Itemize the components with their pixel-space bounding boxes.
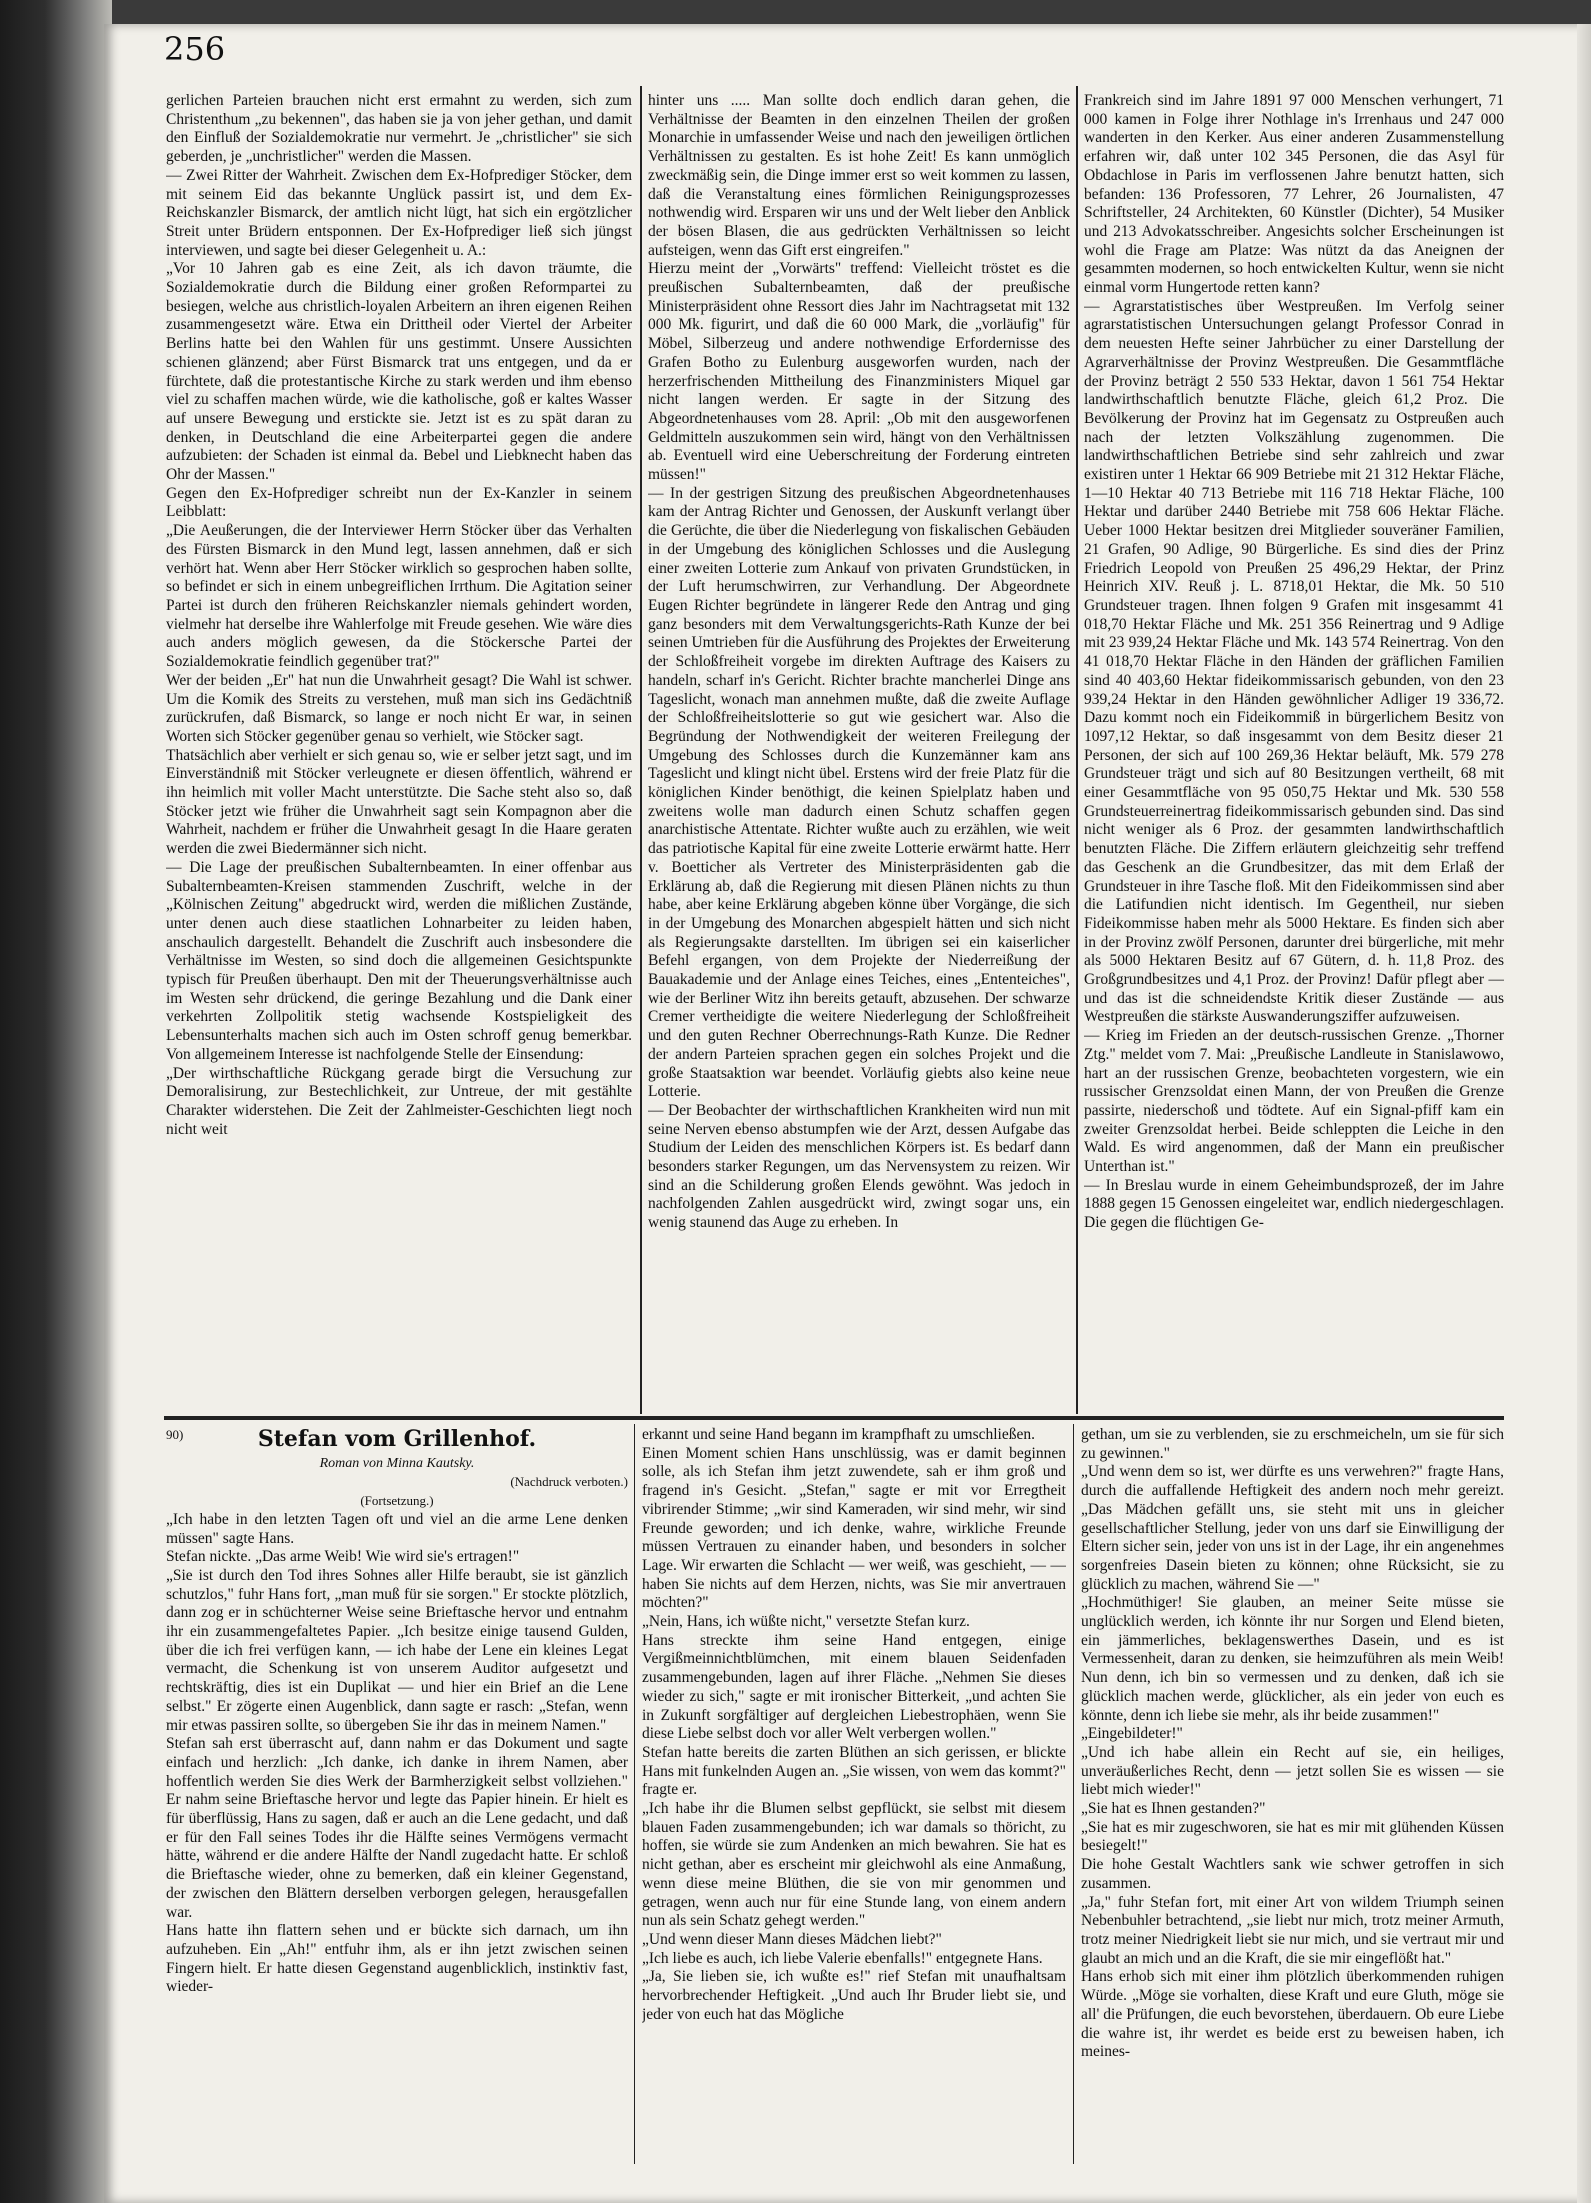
paragraph: Frankreich sind im Jahre 1891 97 000 Menschen verhungert, 71 000 kamen in Folge ihrer Nothlage in's Irrenhaus und 247 000 wanderten in den Kerker. Aus einer anderen Zusammenstellung erfahren wir, daß unter 102 345 Personen, die das Asyl für Obdachlose in Paris im verflossenen Jahre benutzt hatten, sich befanden: 136 Professoren, 77 Lehrer, 26 Journalisten, 47 Schriftsteller, 24 Architekten, 60 Künstler (Dichter), 54 Musiker und 213 Advokatsschreiber. Angesichts solcher Erscheinungen ist wohl die Frage am Platze: Was nützt da das Aneignen der gesammten modernen, so hoch entwickelten Kultur, wenn sie nicht einmal vorm Hungertode retten kann?: [1084, 92, 1504, 297]
paragraph: — Der Beobachter der wirthschaftlichen Krankheiten wird nun mit seine Nerven ebenso abstumpfen wie der Arzt, dessen Aufgabe das Studium der Leiden des menschlichen Körpers ist. Es bedarf dann besonders starker Regungen, um das Nervensystem zu reizen. Wir sind an die Schilderung großen Elends gewöhnt. Was jedoch in nachfolgenden Zahlen ausgedrückt wird, zwingt sogar uns, ein wenig staunend das Auge zu erheben. In: [648, 1101, 1070, 1232]
paragraph: Die hohe Gestalt Wachtlers sank wie schwer getroffen in sich zusammen.: [1081, 1856, 1504, 1892]
paragraph: Hans streckte ihm seine Hand entgegen, einige Vergißmeinnichtblümchen, mit einem blauen Seidenfaden zusammengebunden, lagen auf ihrer Fläche. „Nehmen Sie dieses wieder zu sich," sagte er mit ironischer Bitterkeit, „und achten Sie in Zukunft sorgfältiger auf dergleichen Liebestrophäen, wenn Sie diese Liebe selbst doch vor aller Welt verbergen wollen.": [642, 1631, 1066, 1743]
paragraph: erkannt und seine Hand begann im krampfhaft zu umschließen.: [642, 1426, 1035, 1443]
news-column-1: [166, 92, 632, 1410]
paragraph: „Hochmüthiger! Sie glauben, an meiner Seite müsse sie unglücklich werden, ich könnte ihr nur Sorgen und Elend bieten, ein jämmerliches, beklagenswerthes Dasein, und es ist Vermessenheit, daran zu denken, sie heimzuführen als mein Weib! Nun denn, ich bin so vermessen und zu denken, daß ich sie glücklich machen werde, glücklicher, als ein jeder von euch es könnte, denn ich liebe sie mehr, als ihr beide zusammen!": [1081, 1594, 1504, 1724]
paragraph: gerlichen Parteien brauchen nicht erst ermahnt zu werden, sich zum Christenthum „zu bekennen", das haben sie ja von jeher gethan, und damit den Einfluß der Sozialdemokratie nur vermehrt. Je „christlicher" sie sich geberden, je „unchristlicher" werden die Massen.: [166, 92, 632, 166]
paragraph: Stefan hatte bereits die zarten Blüthen an sich gerissen, er blickte Hans mit funkelnden Augen an. „Sie wissen, von wem das kommt?" fragte er.: [642, 1743, 1066, 1799]
paragraph: — Agrarstatistisches über Westpreußen. Im Verfolg seiner agrarstatistischen Untersuchungen gelangt Professor Conrad in dem neuesten Hefte seiner Jahrbücher zu einer Darstellung der Agrarverhältnisse der Provinz Westpreußen. Die Gesammtfläche der Provinz beträgt 2 550 533 Hektar, davon 1 561 754 Hektar landwirthschaftlich benutzte Fläche, gleich 61,2 Proz. Die Bevölkerung der Provinz hat im Gegensatz zu Ostpreußen auch nach der letzten Volkszählung zugenommen. Die landwirthschaftlichen Betriebe sind sehr zahlreich und zwar existiren unter 1 Hektar 66 909 Betriebe mit 21 312 Hektar Fläche, 1—10 Hektar 40 713 Betriebe mit 116 718 Hektar Fläche, 100 Hektar und darüber 2440 Betriebe mit 758 606 Hektar Fläche. Ueber 1000 Hektar besitzen drei Mitglieder souveräner Familien, 21 Grafen, 90 Adlige, 90 Bürgerliche. Es sind dies der Prinz Friedrich Leopold von Preußen 25 496,29 Hektar, der Prinz Heinrich XIV. Reuß j. L. 8718,01 Hektar, die Mk. 50 510 Grundsteuer tragen. Ihnen folgen 9 Grafen mit insgesammt 41 018,70 Hektar Fläche und Mk. 251 356 Reinertrag und 9 Adlige mit 23 939,24 Hektar Fläche und Mk. 143 574 Reinertrag. Von den 41 018,70 Hektar Fläche in den Händen der gräflichen Familien sind 40 403,60 Hektar fideikommissarisch gebunden, von den 23 939,24 Hektar in den Händen gewöhnlicher Adliger 19 336,72. Dazu kommt noch ein Fideikommiß in bürgerlichem Besitz von 1097,12 Hektar, so daß insgesammt von dem Besitz dieser 21 Personen, der sich auf 100 269,36 Hektar beläuft, Mk. 579 278 Grundsteuer trägt und sich auf 80 Besitzungen vertheilt, 68 mit einer Gesammtfläche von 95 050,75 Hektar und Mk. 530 558 Grundsteuerreinertrag fideikommissarisch gebunden sind. Das sind nicht weniger als 6 Proz. der gesammten landwirthschaftlich benutzten Fläche. Die Ziffern erläutern gleichzeitig sehr treffend das Geschenk an die Grundbesitzer, das mit dem Erlaß der Grundsteuer in ihre Tasche floß. Mit den Fideikommissen sind aber die Latifundien nicht identisch. Im Gegentheil, nur sieben Fideikommisse haben mehr als 5000 Hektare. Es finden sich aber in der Provinz zwölf Personen, darunter drei bürgerliche, mit mehr als 5000 Hektaren Besitz auf 67 Gütern, d. h. 11,8 Proz. des Großgrundbesitzes und 4,1 Proz. der Provinz! Dafür pflegt aber — und das ist die schneidendste Kritik dieser Zustände — aus Westpreußen die stärkste Auswanderungsziffer aufzuweisen.: [1084, 297, 1504, 1026]
paragraph: Hans hatte ihn flattern sehen und er bückte sich darnach, um ihn aufzuheben. Ein „Ah!" entfuhr ihm, als er ihn jetzt zwischen seinen Fingern hielt. Er hatte diesen Gegenstand augenblicklich, instinktiv fast, wieder-: [166, 1922, 628, 1996]
column-rule-2: [1076, 86, 1078, 1414]
book-binding-edge: [0, 0, 112, 2203]
paragraph: — Die Lage der preußischen Subalternbeamten. In einer offenbar aus Subalternbeamten-Kreisen stammenden Zuschrift, welche in der „Kölnischen Zeitung" abgedruckt wird, werden die mißlichen Zustände, unter denen auch diese staatlichen Lohnarbeiter zu leiden haben, anschaulich dargestellt. Behandelt die Zuschrift auch insbesondere die Verhältnisse im Westen, so sind doch die allgemeinen Gesichtspunkte typisch für Preußen überhaupt. Den mit der Theuerungsverhältnisse auch im Westen sehr drückend, die geringe Bezahlung und die Dank einer verkehrten Zollpolitik stetig wachsende Kostspieligkeit des Lebensunterhalts machen sich auch im Osten schroff genug bemerkbar. Von allgemeinem Interesse ist nachfolgende Stelle der Einsendung:: [166, 858, 632, 1063]
paragraph: „Ja," fuhr Stefan fort, mit einer Art von wildem Triumph seinen Nebenbuhler betrachtend, „sie liebt nur mich, trotz meiner Armuth, trotz meiner Niedrigkeit liebt sie nur mich, und sie vertraut mir und glaubt an mich und an die Kraft, die sie mir eingeflößt hat.": [1081, 1893, 1504, 1967]
feuilleton-column-3: [1081, 1426, 1504, 2166]
novel-title: Stefan vom Grillenhof.: [257, 1426, 537, 1452]
paragraph: Stefan sah erst überrascht auf, dann nahm er das Dokument und sagte einfach und herzlich: „Ich danke, ich danke in ihrem Namen, aber hoffentlich werden Sie dies Werk der Barmherzigkeit selbst vollziehen." Er nahm seine Brieftasche hervor und legte das Papier hinein. Er hielt es für überflüssig, Hans zu sagen, daß er auch an die Lene gedacht, und daß er für den Fall seines Todes ihr die Hälfte seines Vermögens vermacht hätte, während er die andere Hälfte der Nandl zugedacht hatte. Er schloß die Brieftasche wieder, ohne zu bemerken, daß ein kleiner Gegenstand, der zwischen den Blättern derselben verborgen gelegen, herausgefallen war.: [166, 1735, 628, 1921]
feuilleton-column-2: [642, 1426, 1066, 2166]
newspaper-page: [104, 24, 1591, 2203]
reprint-note: (Nachdruck verboten.): [510, 1474, 628, 1490]
paragraph: „Ich habe in den letzten Tagen oft und viel an die arme Lene denken müssen" sagte Hans.: [166, 1510, 628, 1547]
paragraph: Hierzu meint der „Vorwärts" treffend: Vielleicht tröstet es die preußischen Subalternbeamten, daß der preußische Ministerpräsident ohne Ressort dies Jahr im Nachtragsetat mit 132 000 Mk. figurirt, und daß die 60 000 Mark, die „vorläufig" für Möbel, Silberzeug und andere nothwendige Erfordernisse des Grafen Botho zu Eulenburg ausgeworfen wurden, nach der herzerfrischenden Mittheilung des Finanzministers Miquel gar nicht langen werden. Er sagte in der Sitzung des Abgeordnetenhauses vom 28. April: „Ob mit den ausgeworfenen Geldmitteln auszukommen sein wird, hängt von den Verhältnissen ab. Eventuell wird eine Ueberschreitung der Forderung eintreten müssen!": [648, 260, 1070, 484]
column-rule-1: [640, 86, 642, 1414]
feuilleton-rule-1: [634, 1424, 635, 2164]
paragraph: „Nein, Hans, ich wüßte nicht," versetzte Stefan kurz.: [642, 1613, 970, 1631]
paragraph: — In Breslau wurde in einem Geheimbundsprozeß, der im Jahre 1888 gegen 15 Genossen eingeleitet war, endlich niedergeschlagen. Die gegen die flüchtigen Ge-: [1084, 1176, 1504, 1232]
paragraph: Stefan nickte. „Das arme Weib! Wie wird sie's ertragen!": [166, 1548, 520, 1566]
paragraph: „Und wenn dieser Mann dieses Mädchen liebt?": [642, 1930, 942, 1948]
paragraph: — Krieg im Frieden an der deutsch-russischen Grenze. „Thorner Ztg." meldet vom 7. Mai: „Preußische Landleute in Stanislawowo, hart an der russischen Grenze, beobachteten vorgestern, wie ein russischer Grenzsoldat einen Mann, der von Preußen die Grenze passirte, niederschoß und tödtete. Auf ein Signal-pfiff kam ein zweiter Grenzsoldat herbei. Beide schleppten die Leiche in den Wald. Es wird angenommen, daß der Mann ein preußischer Unterthan ist.": [1084, 1027, 1504, 1176]
paragraph: Thatsächlich aber verhielt er sich genau so, wie er selber jetzt sagt, und im Einverständniß mit Stöcker verleugnete er diesen öffentlich, während er ihn heimlich mit voller Macht unterstützte. Die Sache steht also so, daß Stöcker jetzt wie früher die Unwahrheit sagt sein Kompagnon aber die Wahrheit, nachdem er früher die Unwahrheit gesagt In die Haare geraten werden die zwei Biedermänner sich nicht.: [166, 746, 632, 858]
paragraph: „Sie hat es mir zugeschworen, sie hat es mir mit glühenden Küssen besiegelt!": [1081, 1818, 1504, 1855]
feuilleton-rule-2: [1073, 1424, 1074, 2164]
page-number: 256: [164, 30, 226, 68]
paragraph: „Der wirthschaftliche Rückgang gerade birgt die Versuchung zur Demoralisirung, zur Bestechlichkeit, zur Untreue, der mit gestählte Charakter widerstehen. Die Zeit der Zahlmeister-Geschichten liegt noch nicht weit: [166, 1064, 632, 1138]
installment-number: 90): [166, 1427, 184, 1442]
paragraph: Gegen den Ex-Hofprediger schreibt nun der Ex-Kanzler in seinem Leibblatt:: [166, 484, 632, 521]
paragraph: — In der gestrigen Sitzung des preußischen Abgeordnetenhauses kam der Antrag Richter und Genossen, der Auskunft verlangt über die Gerüchte, die über die Niederlegung von fiskalischen Gebäuden in der Umgebung des königlichen Schlosses und die Auslegung einer zweiten Lotterie zum Ankauf von privaten Grundstücken, in der Luft herumschwirren, zur Verhandlung. Der Abgeordnete Eugen Richter begründete in längerer Rede den Antrag und ging ganz besonders mit dem Verwaltungsgerichts-Rath Kunze der bei seinen Umtrieben für die Ausführung des Projektes der Erweiterung der Schloßfreiheit vorgebe im direkten Auftrage des Kaisers zu handeln, scharf in's Gericht. Richter brachte mancherlei Dinge ans Tageslicht, wonach man annehmen mußte, daß die zweite Auflage der Schloßfreiheitslotterie so gut wie gesichert war. Also die Begründung der Nothwendigkeit der weiteren Freilegung der Umgebung des Schlosses durch die Kunzemänner kam ans Tageslicht und klingt nicht übel. Erstens wird der freie Platz für die königlichen Kinder benöthigt, die keinen Spielplatz haben und zweitens wolle man dadurch einen Schutz schaffen gegen anarchistische Attentate. Richter wußte auch zu erzählen, wie weit das patriotische Kapital für eine zweite Lotterie erwärmt hatte. Herr v. Boetticher als Vertreter des Ministerpräsidenten gab die Erklärung ab, daß die Regierung mit diesen Plänen nichts zu thun habe, aber keine Erklärung abgeben könne über Vorgänge, die sich in der Umgebung des Monarchen abgespielt hätten und sich nicht als Regierungsakte darstellten. Im übrigen sei ein kaiserlicher Befehl ergangen, von dem Projekte der Niederreißung der Bauakademie und der Anlage eines Teiches, eines „Ententeiches", wie der Berliner Witz ihn bereits getauft, abzusehen. Der schwarze Cremer vertheidigte die weitere Niederlegung der Schloßfreiheit und den guten Rechner Oberrechnungs-Rath Kunze. Die Redner der andern Parteien sprachen gegen ein solches Projekt und die große Staatsaktion war beendet. Vorläufig giebts also keine neue Lotterie.: [648, 484, 1070, 1101]
news-column-2: [648, 92, 1070, 1410]
paragraph: gethan, um sie zu verblenden, sie zu erschmeicheln, um sie für sich zu gewinnen.": [1081, 1426, 1504, 1462]
paragraph: Hans erhob sich mit einer ihm plötzlich überkommenden ruhigen Würde. „Möge sie vorhalten, diese Kraft und eure Gluth, möge sie all' die Prüfungen, die euch bevorstehen, überdauern. Ob eure Liebe die wahre ist, ihr werdet es beide erst zu beweisen haben, ich meines-: [1081, 1968, 1504, 2061]
paragraph: „Sie hat es Ihnen gestanden?": [1081, 1800, 1266, 1818]
paragraph: „Die Aeußerungen, die der Interviewer Herrn Stöcker über das Verhalten des Fürsten Bismarck in den Mund legt, lassen annehmen, daß er sich verhört hat. Wenn aber Herr Stöcker wirklich so gesprochen haben sollte, so befindet er sich in einem unbegreiflichen Irrthum. Die Agitation seiner Partei ist durch den früheren Reichskanzler niemals gehindert worden, vielmehr hat derselbe ihre Wahlerfolge mit Freude gesehen. Wie wäre dies auch anders möglich gewesen, da die Stöckersche Partei der Sozialdemokratie feindlich gegenüber trat?": [166, 522, 632, 671]
paragraph: „Eingebildeter!": [1081, 1725, 1183, 1743]
paragraph: „Und ich habe allein ein Recht auf sie, ein heiliges, unveräußerliches Recht, denn — jetzt sollen Sie es wissen — sie liebt mich wieder!": [1081, 1743, 1504, 1799]
continuation-note: (Fortsetzung.): [360, 1493, 434, 1509]
paragraph: „Ich habe ihr die Blumen selbst gepflückt, sie selbst mit diesem blauen Faden zusammengebunden; ich war damals so thöricht, zu hoffen, sie würde sie zum Andenken an mich bewahren. Sie hat es nicht gethan, aber es erscheint mir gleichwohl als eine Anmaßung, wenn diese meine Blüthen, die sie von mir genommen und getragen, wenn auch nur für eine Stunde lang, von einem andern nun als sein Schatz gehegt werden.": [642, 1800, 1066, 1930]
feuilleton-separator: [164, 1416, 1504, 1420]
paragraph: „Vor 10 Jahren gab es eine Zeit, als ich davon träumte, die Sozialdemokratie durch die Bildung einer großen Reformpartei zu besiegen, welche aus christlich-loyalen Arbeitern an ihren eigenen Reihen zusammengesetzt wäre. Etwa ein Drittheil oder Viertel der Arbeiter Berlins hatte bei den Wahlen für uns gestimmt. Unsere Aussichten schienen glänzend; aber Fürst Bismarck trat uns entgegen, und da er fürchtete, daß die protestantische Kirche zu stark werden und ihm ebenso viel zu schaffen machen würde, wie die katholische, goß er kaltes Wasser auf unsere Bewegung und erstickte sie. Jetzt ist es zu spät daran zu denken, in Deutschland die eine Arbeiterpartei gegen die andere aufzubieten: der Schaden ist einmal da. Bebel und Liebknecht haben das Ohr der Massen.": [166, 260, 632, 484]
paragraph: „Ich liebe es auch, ich liebe Valerie ebenfalls!" entgegnete Hans.: [642, 1949, 1043, 1967]
paragraph: „Und wenn dem so ist, wer dürfte es uns verwehren?" fragte Hans, durch die auffallende Heftigkeit des andern noch mehr gereizt. „Das Mädchen gefällt uns, sie steht mit uns in gleicher gesellschaftlicher Stellung, jeder von uns darf sie Einwilligung der Eltern sicher sein, jeder von uns ist in der Lage, ihr ein angenehmes sorgenfreies Dasein bieten zu können; ohne Rücksicht, sie zu glücklich zu machen, während Sie —": [1081, 1463, 1504, 1593]
paragraph: „Ja, Sie lieben sie, ich wußte es!" rief Stefan mit unaufhaltsam hervorbrechender Heftigkeit. „Und auch Ihr Bruder liebt sie, und jeder von euch hat das Mögliche: [642, 1968, 1066, 2023]
paragraph: Einen Moment schien Hans unschlüssig, was er damit beginnen solle, als ich Stefan ihm jetzt zuwendete, sah er ihm groß und fragend in's Gesicht. „Stefan," sagte er mit vor Erregtheit vibrirender Stimme; „wir sind Kameraden, wir sind mehr, wir sind Freunde geworden; und ich denke, wahre, wirkliche Freunde müssen Vertrauen zu einander haben, und besonders in solcher Lage. Wir erwarten die Schlacht — wer weiß, was geschieht, — — haben Sie nichts auf dem Herzen, nichts, was Sie mir anvertrauen möchten?": [642, 1444, 1066, 1612]
feuilleton-column-1: [166, 1426, 628, 2166]
paragraph: hinter uns ..... Man sollte doch endlich daran gehen, die Verhältnisse der Beamten in den einzelnen Theilen der großen Monarchie in umfassender Weise und nach den jeweiligen örtlichen Verhältnissen zu gestalten. Es ist hohe Zeit! Es kann unmöglich zweckmäßig sein, die Dinge immer erst so weit kommen zu lassen, daß die Veranstaltung eines förmlichen Reinigungsprozesses nothwendig wird. Ersparen wir uns und der Welt lieber den Anblick der bösen Blasen, die aus gedrückten Verhältnissen so leicht aufsteigen, wenn das Gift erst eingreifen.": [648, 92, 1070, 259]
novel-byline: Roman von Minna Kautsky.: [319, 1455, 475, 1471]
paragraph: — Zwei Ritter der Wahrheit. Zwischen dem Ex-Hofprediger Stöcker, dem mit seinem Eid das bekannte Unglück passirt ist, und dem Ex-Reichskanzler Bismarck, der amtlich nicht lügt, hat sich ein ergötzlicher Streit unter Brüdern entsponnen. Der Ex-Hofprediger ließ sich jüngst interviewen, und sagte bei dieser Gelegenheit u. A.:: [166, 166, 632, 259]
paragraph: „Sie ist durch den Tod ihres Sohnes aller Hilfe beraubt, sie ist gänzlich schutzlos," fuhr Hans fort, „man muß für sie sorgen." Er stockte plötzlich, dann zog er in schüchterner Weise seine Brieftasche hervor und entnahm ihr ein zusammengefaltetes Papier. „Ich besitze einige tausend Gulden, über die ich frei verfügen kann, — ich habe der Lene ein kleines Legat vermacht, die Schenkung ist von unserem Auditor aufgesetzt und rechtskräftig, dies ist ein Duplikat — und hier ein Brief an die Lene selbst." Er zögerte einen Augenblick, dann sagte er rasch: „Stefan, wenn mir etwas passiren sollte, so übergeben Sie ihr das in meinem Namen.": [166, 1566, 628, 1734]
page-right-edge: [1577, 24, 1591, 2203]
news-column-3: [1084, 92, 1504, 1410]
paragraph: Wer der beiden „Er" hat nun die Unwahrheit gesagt? Die Wahl ist schwer. Um die Komik des Streits zu verstehen, muß man sich ins Gedächtniß zurückrufen, daß Bismarck, so lange er noch nicht Er war, in seinen Worten sich Stöcker gegenüber genau so verhielt, wie Stöcker sagt.: [166, 671, 632, 745]
